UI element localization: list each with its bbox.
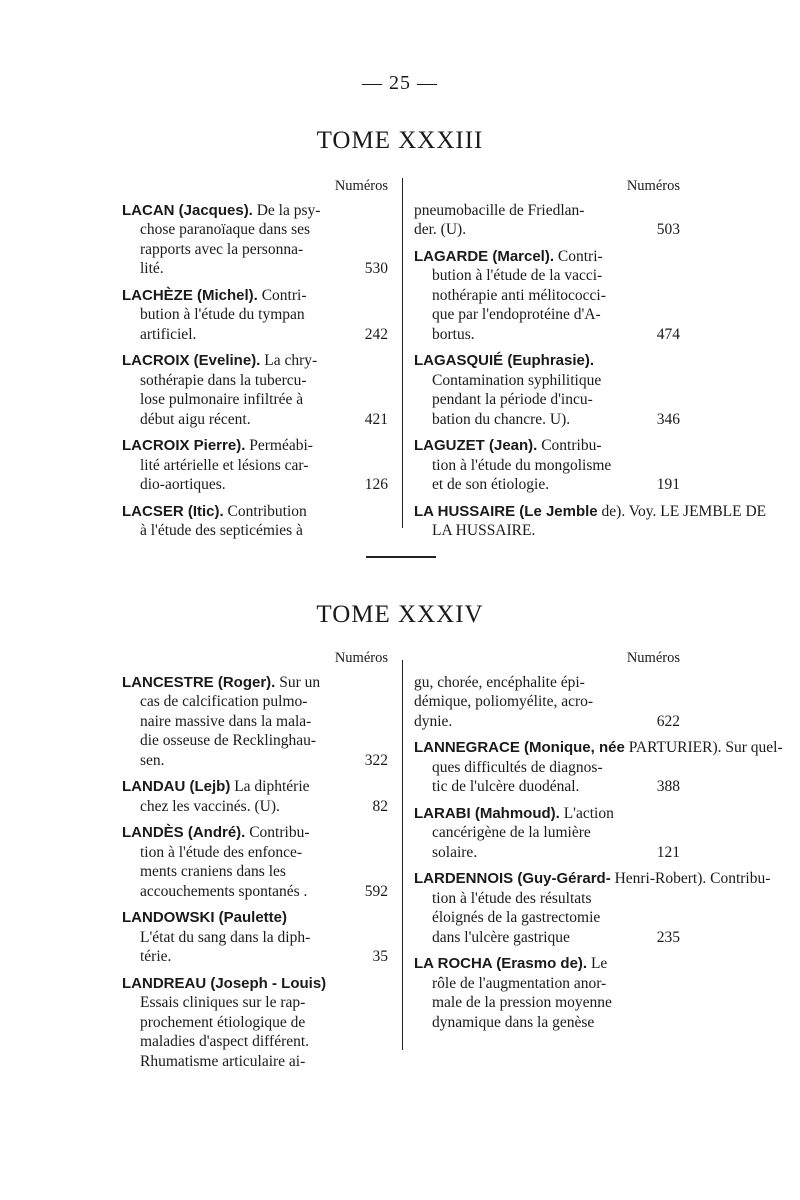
- entry-text: naire massive dans la mala-: [140, 712, 312, 730]
- bibliography-entry: [414, 673, 680, 732]
- numeros-header: Numéros: [334, 650, 388, 666]
- tome-xxxiv-title: TOME XXXIV: [316, 601, 484, 628]
- tome-xxxiv-right-column: [414, 649, 783, 1039]
- author-name: LANNEGRACE (Monique, née: [414, 739, 625, 756]
- entry-text: maladies d'aspect différent.: [140, 1033, 310, 1050]
- entry-text: bution à l'étude du tympan: [140, 306, 305, 323]
- author-name: LANDREAU (Joseph - Louis): [122, 974, 327, 992]
- entry-text: sen.: [140, 751, 165, 769]
- entry-text: dio-aortiques.: [140, 476, 226, 493]
- author-name: LANDAU (Lejb): [122, 778, 231, 795]
- entry-text: Contamination syphilitique: [432, 371, 602, 389]
- entry-text: cas de calcification pulmo-: [140, 693, 308, 710]
- entry-text: lité artérielle et lésions car-: [140, 456, 309, 474]
- column-divider: [402, 660, 403, 1050]
- entry-text: lité.: [140, 260, 164, 277]
- entry-text: PARTURIER). Sur quel-: [628, 739, 783, 756]
- entry-text: Contri-: [261, 286, 307, 304]
- entry-text: Perméabi-: [249, 437, 313, 454]
- entry-text: La diphtérie: [234, 778, 310, 795]
- entry-number: 191: [656, 476, 680, 493]
- entry-number: 421: [364, 410, 388, 428]
- author-name: LAGUZET (Jean).: [414, 437, 538, 454]
- entry-text: début aigu récent.: [140, 410, 251, 428]
- bibliography-entry: [122, 777, 388, 816]
- bibliography-entry: [122, 351, 388, 429]
- entry-text: démique, poliomyélite, acro-: [414, 693, 594, 710]
- entry-number: 126: [364, 476, 388, 493]
- entry-text: gu, chorée, encéphalite épi-: [414, 673, 585, 691]
- entry-number: 592: [364, 882, 388, 900]
- author-name: LACAN (Jacques).: [122, 201, 253, 219]
- author-name: LARDENNOIS (Guy-Gérard-: [414, 870, 611, 887]
- entry-text: dans l'ulcère gastrique: [432, 928, 570, 946]
- tome-xxxiii-left-column: [122, 177, 388, 548]
- bibliography-entry: [122, 823, 388, 901]
- entry-text: dynamique dans la genèse: [432, 1013, 595, 1031]
- entry-text: Contri-: [557, 247, 603, 265]
- entry-text: chose paranoïaque dans ses: [140, 221, 311, 238]
- entry-text: die osseuse de Recklinghau-: [140, 732, 317, 749]
- entry-text: térie.: [140, 948, 172, 965]
- entry-text: dynie.: [414, 712, 453, 730]
- entry-text: bortus.: [432, 325, 475, 343]
- entry-text: tic de l'ulcère duodénal.: [432, 778, 580, 795]
- entry-text: ments craniens dans les: [140, 863, 286, 880]
- bibliography-entry: [414, 804, 680, 863]
- entry-number: 388: [656, 778, 680, 795]
- entry-number: 474: [656, 325, 680, 343]
- entry-text: rapports avec la personna-: [140, 240, 304, 258]
- author-name: LANDÈS (André).: [122, 824, 246, 841]
- entry-text: La chry-: [264, 352, 318, 369]
- author-name: LANCESTRE (Roger).: [122, 673, 276, 691]
- entry-text: chez les vaccinés. (U).: [140, 797, 280, 815]
- entry-text: de). Voy. LE JEMBLE DE: [601, 502, 767, 520]
- entry-text: L'action: [563, 804, 614, 822]
- entry-text: Essais cliniques sur le rap-: [140, 994, 306, 1011]
- entry-text: LA HUSSAIRE.: [432, 522, 536, 539]
- bibliography-entry: [414, 351, 680, 429]
- entry-number: 82: [372, 797, 388, 815]
- bibliography-entry: [122, 673, 388, 771]
- entry-text: pendant la période d'incu-: [432, 391, 593, 408]
- entry-text: lose pulmonaire infiltrée à: [140, 391, 304, 408]
- entry-text: Henri-Robert). Contribu-: [614, 870, 771, 887]
- bibliography-entry: [414, 247, 680, 345]
- column-divider: [402, 178, 403, 528]
- bibliography-entry: [122, 502, 388, 541]
- entry-text: rôle de l'augmentation anor-: [432, 974, 607, 992]
- entry-text: L'état du sang dans la diph-: [140, 928, 311, 946]
- author-name: LAGARDE (Marcel).: [414, 247, 555, 265]
- entry-text: Contribu-: [249, 824, 310, 841]
- section-divider: [366, 556, 436, 558]
- author-name: LA HUSSAIRE (Le Jemble: [414, 502, 598, 520]
- entry-number: 346: [656, 410, 680, 428]
- bibliography-entry: [414, 436, 680, 495]
- entry-text: accouchements spontanés .: [140, 882, 308, 900]
- entry-text: Le: [590, 955, 608, 972]
- entry-text: cancérigène de la lumière: [432, 824, 591, 841]
- bibliography-entry: [122, 201, 388, 279]
- bibliography-entry: [122, 974, 388, 1072]
- bibliography-entry: [414, 869, 771, 947]
- entry-number: 322: [364, 751, 388, 769]
- bibliography-entry: [414, 738, 783, 797]
- author-name: LAGASQUIÉ (Euphrasie).: [414, 352, 595, 369]
- entry-text: tion à l'étude du mongolisme: [432, 456, 612, 474]
- bibliography-entry: [414, 954, 680, 1032]
- tome-xxxiv-left-column: [122, 649, 388, 1078]
- entry-text: et de son étiologie.: [432, 476, 550, 493]
- author-name: LARABI (Mahmoud).: [414, 804, 560, 822]
- author-name: LACROIX Pierre).: [122, 437, 246, 454]
- tome-xxxiii-title: TOME XXXIII: [316, 127, 484, 154]
- entry-text: male de la pression moyenne: [432, 994, 612, 1011]
- entry-text: artificiel.: [140, 325, 197, 343]
- entry-text: Sur un: [279, 673, 321, 691]
- entry-text: pneumobacille de Friedlan-: [414, 201, 585, 219]
- entry-text: bation du chancre. U).: [432, 410, 571, 428]
- entry-text: Contribu-: [541, 437, 602, 454]
- author-name: LA ROCHA (Erasmo de).: [414, 955, 588, 972]
- author-name: LACHÈZE (Michel).: [122, 286, 258, 304]
- author-name: LANDOWSKI (Paulette): [122, 909, 287, 926]
- numeros-header: Numéros: [626, 178, 680, 194]
- entry-number: 35: [372, 948, 388, 965]
- entry-text: De la psy-: [256, 201, 321, 219]
- entry-number: 503: [656, 221, 680, 238]
- entry-text: Rhumatisme articulaire ai-: [140, 1052, 306, 1070]
- entry-number: 242: [364, 325, 388, 343]
- bibliography-entry: [122, 286, 388, 345]
- author-name: LACROIX (Eveline).: [122, 352, 261, 369]
- entry-number: 235: [656, 928, 680, 946]
- numeros-header: Numéros: [334, 178, 388, 194]
- entry-number: 622: [656, 712, 680, 730]
- bibliography-entry: [414, 201, 680, 240]
- bibliography-entry: [122, 908, 388, 967]
- entry-text: que par l'endoprotéine d'A-: [432, 306, 601, 323]
- entry-text: der. (U).: [414, 221, 467, 238]
- entry-text: nothérapie anti mélitococci-: [432, 286, 606, 304]
- bibliography-entry: [122, 436, 388, 495]
- entry-number: 121: [656, 843, 680, 861]
- entry-text: ques difficultés de diagnos-: [432, 758, 603, 776]
- entry-text: éloignés de la gastrectomie: [432, 909, 601, 926]
- tome-xxxiii-right-column: [414, 177, 767, 548]
- page-number: — 25 —: [362, 72, 438, 94]
- entry-text: tion à l'étude des enfonce-: [140, 843, 303, 861]
- numeros-header: Numéros: [626, 650, 680, 666]
- entry-text: Contribution: [227, 502, 307, 520]
- entry-number: 530: [364, 260, 388, 277]
- entry-text: sothérapie dans la tubercu-: [140, 371, 307, 389]
- entry-text: à l'étude des septicémies à: [140, 522, 303, 539]
- author-name: LACSER (Itic).: [122, 502, 224, 520]
- entry-text: bution à l'étude de la vacci-: [432, 267, 603, 284]
- entry-text: tion à l'étude des résultats: [432, 889, 592, 907]
- entry-text: solaire.: [432, 843, 478, 861]
- bibliography-entry: [414, 502, 767, 541]
- entry-text: prochement étiologique de: [140, 1013, 306, 1031]
